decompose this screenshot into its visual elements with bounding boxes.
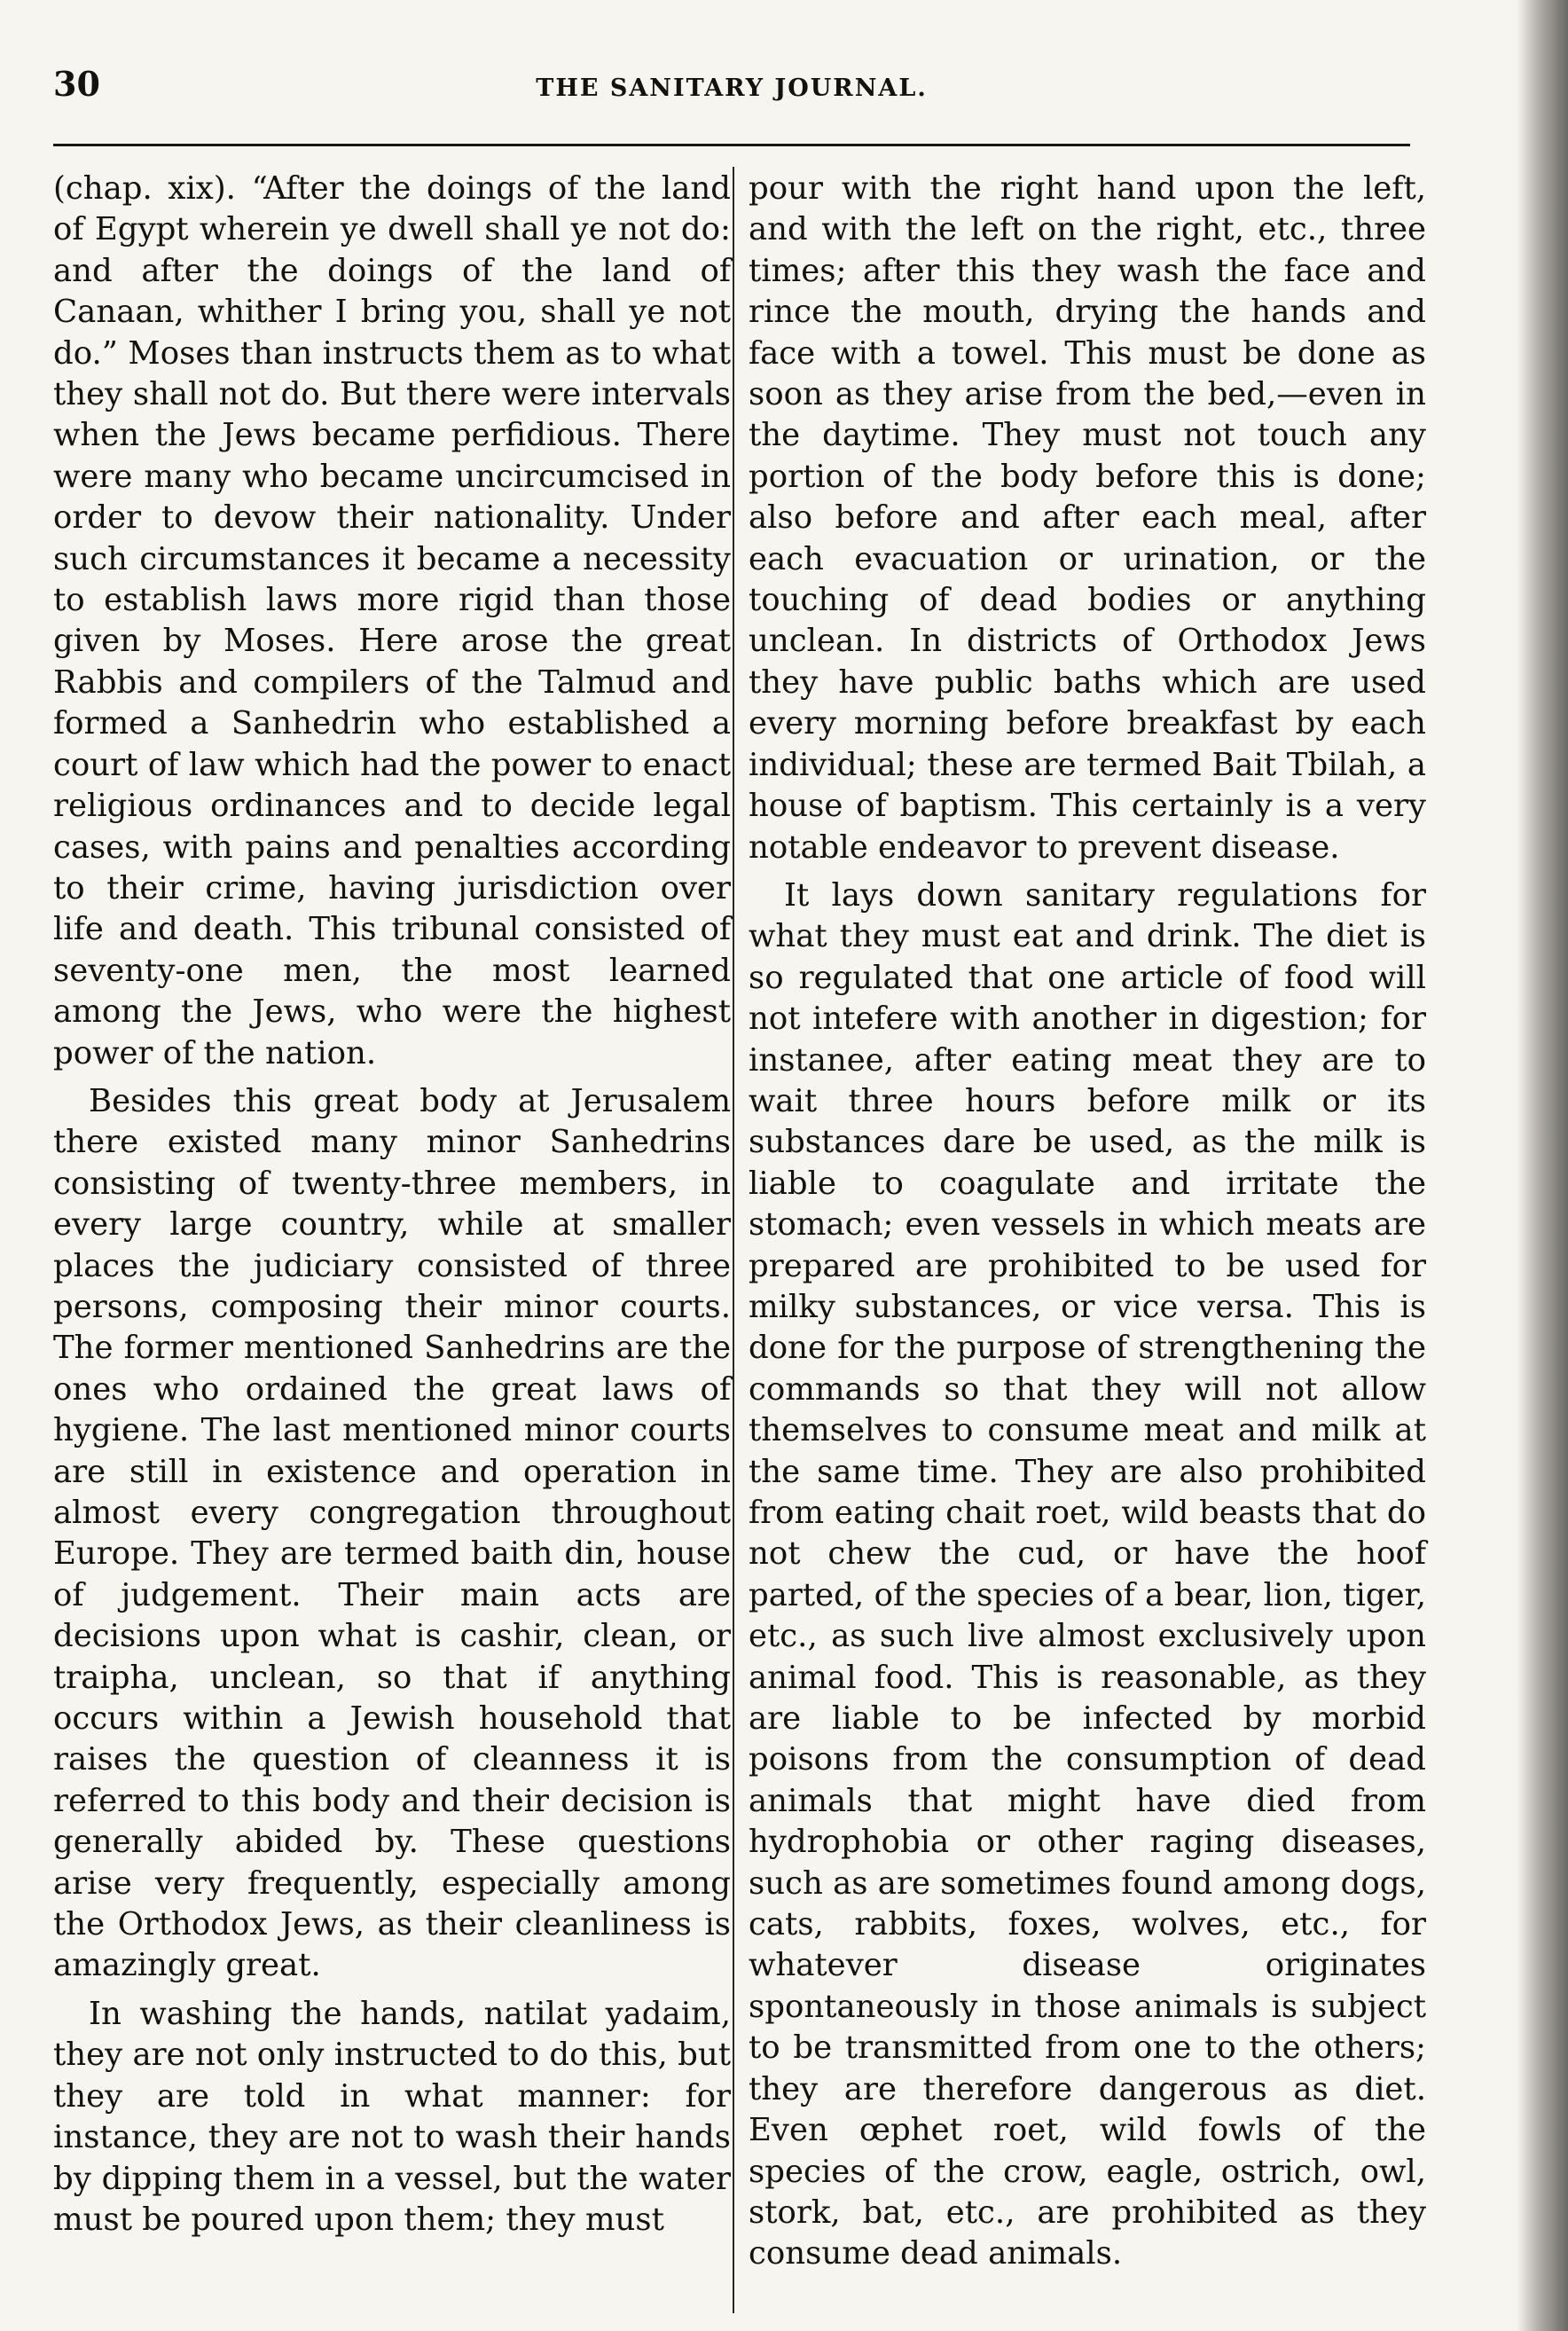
- page-header: [53, 64, 1410, 117]
- page-number: 30: [53, 64, 100, 104]
- paragraph: (chap. xix). “After the doings of the land of Egypt wherein ye dwell shall ye not do: and after the doings of the land of Canaan, whither I bring you, shall ye not do.” Moses than instructs them as to what they shall not do. But there were intervals when the Jews became perfidious. There were many who became uncircumcised in order to devow their nationality. Under such circumstances it became a necessity to establish laws more rigid than those given by Moses. Here arose the great Rabbis and compilers of the Talmud and formed a Sanhedrin who established a court of law which had the power to enact religious ordinances and to decide legal cases, with pains and penalties according to their crime, having jurisdiction over life and death. This tribunal consisted of seventy-one men, the most learned among the Jews, who were the highest power of the nation.: [53, 170, 731, 1071]
- running-title: THE SANITARY JOURNAL.: [536, 75, 928, 102]
- header-rule: [53, 144, 1410, 146]
- page-spine-shadow: [1517, 0, 1568, 2331]
- paragraph: pour with the right hand upon the left, and with the left on the right, etc., three times; after this they wash the face and rince the mouth, drying the hands and face with a towel. This must be done as soon as they arise from the bed,—even in the daytime. They must not touch any portion of the body before this is done; also before and after each meal, after each evacuation or urination, or the touching of dead bodies or anything unclean. In districts of Orthodox Jews they have public baths which are used every morning before breakfast by each individual; these are termed Bait Tbilah, a house of baptism. This certainly is a very notable endeavor to prevent disease.: [749, 170, 1426, 866]
- paragraph: It lays down sanitary regulations for what they must eat and drink. The diet is so regulated that one article of food will not intefere with another in digestion; for instanee, after eating meat they are to wait three hours before milk or its substances dare be used, as the milk is liable to coagulate and irritate the stomach; even vessels in which meats are prepared are prohibited to be used for milky substances, or vice versa. This is done for the purpose of strengthening the commands so that they will not allow themselves to consume meat and milk at the same time. They are also prohibited from eating chait roet, wild beasts that do not chew the cud, or have the hoof parted, of the species of a bear, lion, tiger, etc., as such live almost exclusively upon animal food. This is reasonable, as they are liable to be infected by morbid poisons from the consumption of dead animals that might have died from hydrophobia or other raging diseases, such as are sometimes found among dogs, cats, rabbits, foxes, wolves, etc., for whatever disease originates spontaneously in those animals is subject to be transmitted from one to the others; they are therefore dangerous as diet. Even œphet roet, wild fowls of the species of the crow, eagle, ostrich, owl, stork, bat, etc., are prohibited as they consume dead animals.: [749, 876, 1426, 2272]
- right-column: [749, 169, 1426, 2282]
- column-divider: [733, 167, 734, 2313]
- paragraph: Besides this great body at Jerusalem there existed many minor Sanhedrins consisting of twenty-three members, in every large country, while at smaller places the judiciary consisted of three persons, composing their minor courts. The former mentioned Sanhedrins are the ones who ordained the great laws of hygiene. The last mentioned minor courts are still in existence and operation in almost every congregation throughout Europe. They are termed baith din, house of judgement. Their main acts are decisions upon what is cashir, clean, or traipha, unclean, so that if anything occurs within a Jewish household that raises the question of cleanness it is referred to this body and their decision is generally abided by. These questions arise very frequently, especially among the Orthodox Jews, as their cleanliness is amazingly great.: [53, 1082, 731, 1984]
- paragraph: In washing the hands, natilat yadaim, they are not only instructed to do this, but they are told in what manner: for instance, they are not to wash their hands by dipping them in a vessel, but the water must be poured upon them; they must: [53, 1995, 731, 2238]
- left-column: [53, 169, 731, 2248]
